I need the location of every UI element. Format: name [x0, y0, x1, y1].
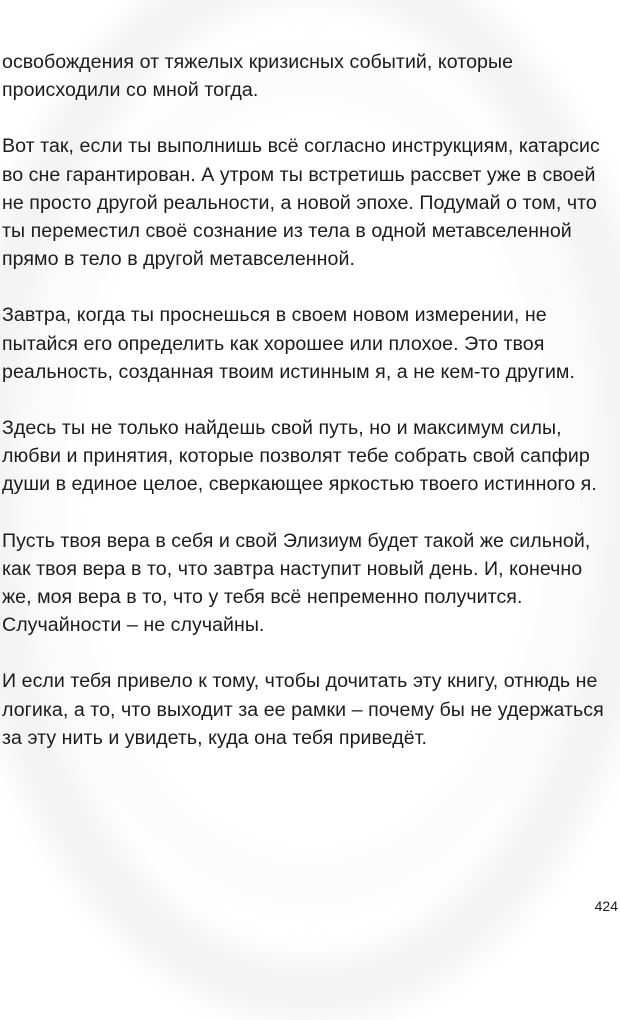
paragraph: Здесь ты не только найдешь свой путь, но и максимум силы, любви и принятия, которые позволят тебе собрать свой сапфир души в единое целое, сверкающее яркостью твоего истинного я. [2, 417, 597, 496]
paragraph: Пусть твоя вера в себя и свой Элизиум будет такой же сильной, как твоя вера в то, что завтра наступит новый день. И, конечно же, моя вера в то, что у тебя всё непременно получится. Случайности – не случайны. [2, 529, 591, 637]
paragraph: освобождения от тяжелых кризисных событий, которые происходили со мной тогда. [2, 51, 514, 102]
paragraph: Вот так, если ты выполнишь всё согласно инструкциям, катарсис во сне гарантирован. А утром ты встретишь рассвет уже в своей не просто другой реальности, а новой эпохе. Подумай о том, что ты переместил своё сознание из тела в одной метавселенной прямо в тело в другой метавселенной. [2, 135, 600, 271]
page-number: 424 [594, 898, 618, 914]
paragraph: И если тебя привело к тому, чтобы дочитать эту книгу, отнюдь не логика, а то, что выходит за ее рамки – почему бы не удержаться за эту нить и увидеть, куда она тебя приведёт. [2, 670, 604, 749]
paragraph: Завтра, когда ты проснешься в своем новом измерении, не пытайся его определить как хорошее или плохое. Это твоя реальность, созданная твоим истинным я, а не кем-то другим. [2, 304, 575, 383]
